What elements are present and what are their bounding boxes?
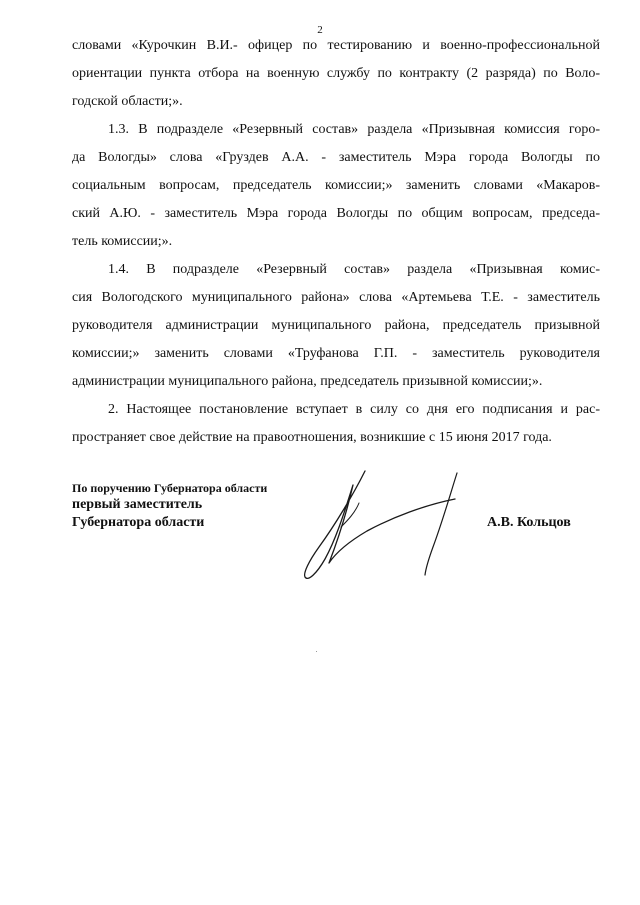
scan-speck — [316, 651, 317, 652]
signer-name: А.В. Кольцов — [487, 515, 571, 530]
body-line: 1.4. В подразделе «Резервный состав» раздела «Призывная комис- — [108, 262, 600, 277]
signatory-title-line: первый заместитель — [72, 497, 203, 512]
handwritten-signature — [295, 465, 470, 590]
body-line: 1.3. В подразделе «Резервный состав» раздела «Призывная комиссия горо- — [108, 122, 600, 137]
body-line: ориентации пункта отбора на военную службу по контракту (2 разряда) по Воло- — [72, 66, 600, 81]
body-line: годской области;». — [72, 94, 183, 109]
body-line: руководителя администрации муниципального района, председатель призывной — [72, 318, 600, 333]
body-line: сия Вологодского муниципального района» слова «Артемьева Т.Е. - заместитель — [72, 290, 600, 305]
signatory-title-line: Губернатора области — [72, 515, 205, 530]
signatory-title — [72, 480, 267, 532]
body-line: пространяет свое действие на правоотношения, возникшие с 15 июня 2017 года. — [72, 430, 552, 445]
body-line: 2. Настоящее постановление вступает в силу со дня его подписания и рас- — [108, 402, 600, 417]
body-line: да Вологды» слова «Груздев А.А. - заместитель Мэра города Вологды по — [72, 150, 600, 165]
body-line: словами «Курочкин В.И.- офицер по тестированию и военно-профессиональной — [72, 38, 600, 53]
body-line: ский А.Ю. - заместитель Мэра города Вологды по общим вопросам, председа- — [72, 206, 600, 221]
signatory-title-line: По поручению Губернатора области — [72, 481, 268, 495]
page-number: 2 — [317, 24, 323, 36]
body-line: администрации муниципального района, председатель призывной комиссии;». — [72, 374, 543, 389]
body-line: комиссии;» заменить словами «Труфанова Г.П. - заместитель руководителя — [72, 346, 600, 361]
body-line: тель комиссии;». — [72, 234, 173, 249]
body-line: социальным вопросам, председатель комиссии;» заменить словами «Макаров- — [72, 178, 600, 193]
